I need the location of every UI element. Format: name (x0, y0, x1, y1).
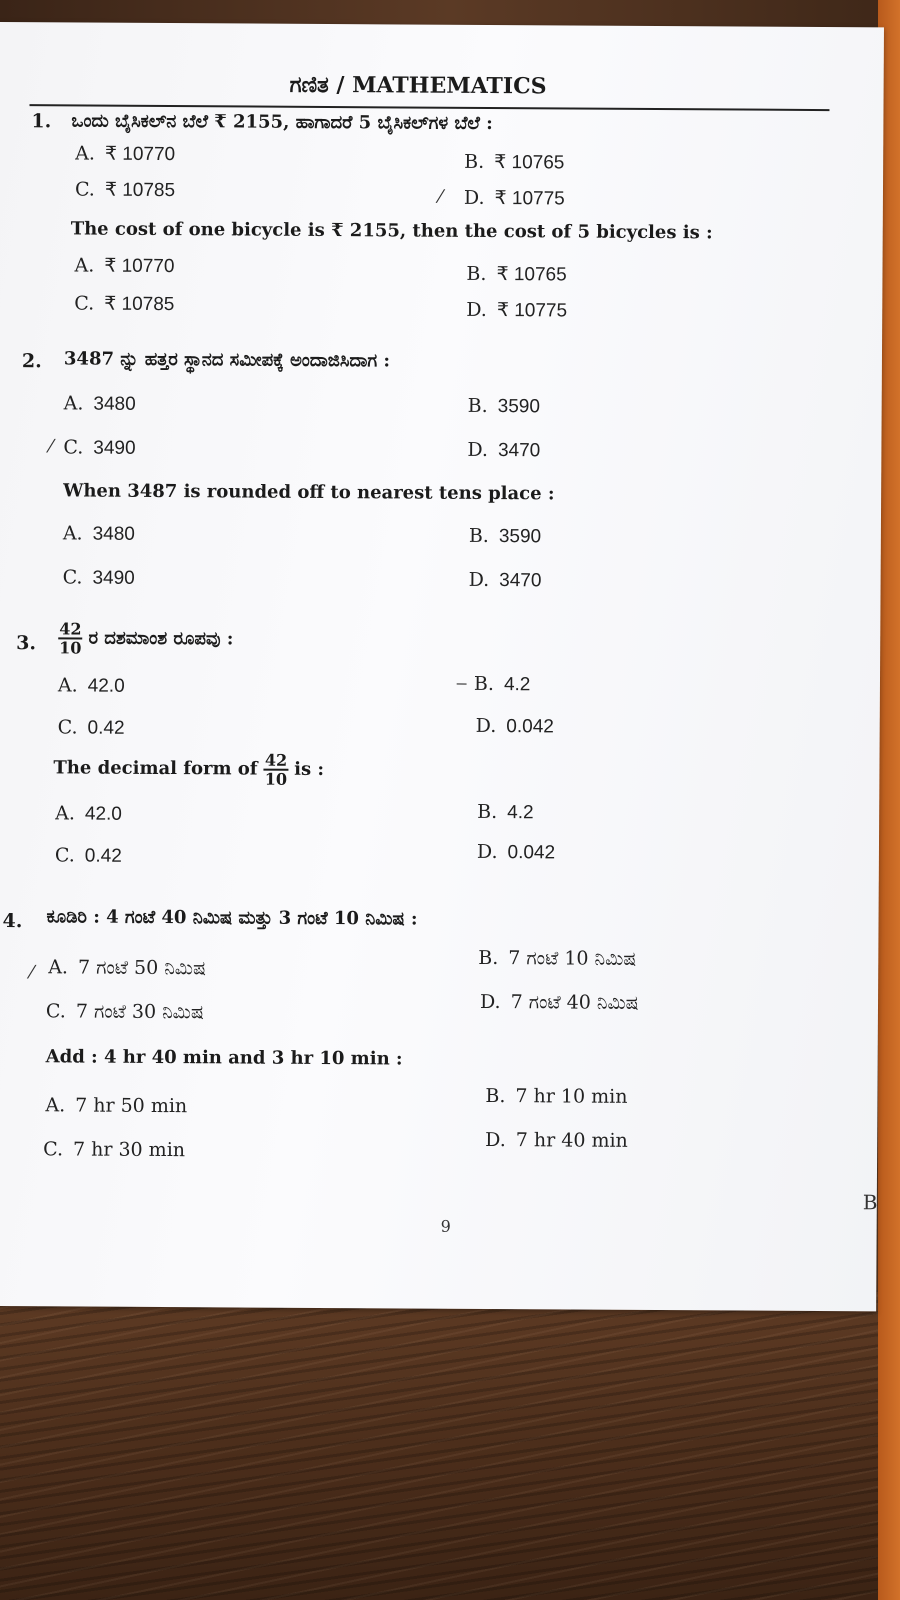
q2-en-option-d[interactable]: D. 3470 (468, 568, 542, 592)
question-4-number: 4. (2, 910, 23, 933)
page-number: 9 (440, 1216, 451, 1236)
pen-tick-mark: ⁄ (30, 962, 34, 984)
q2-kn-option-d[interactable]: D. 3470 (467, 438, 541, 462)
q3-kn-option-b[interactable]: B. 4.2 (473, 672, 531, 696)
wooden-table-surface (0, 1290, 900, 1600)
q2-en-option-a[interactable]: A. 3480 (62, 522, 135, 545)
q4-kn-option-b[interactable]: B. 7 ಗಂಟೆ 10 ನಿಮಿಷ (478, 946, 637, 970)
q4-kn-option-c[interactable]: C. 7 ಗಂಟೆ 30 ನಿಮಿಷ (45, 1000, 204, 1024)
question-3-english-text: The decimal form of $\frac{42}{10}$ is : (53, 750, 325, 789)
exam-sheet (0, 22, 884, 1311)
q4-kn-option-d[interactable]: D. 7 ಗಂಟೆ 40 ನಿಮಿಷ (479, 990, 639, 1014)
q1-en-option-b[interactable]: B. ₹ 10765 (466, 262, 567, 286)
q3-kn-option-d[interactable]: D. 0.042 (475, 714, 554, 738)
q1-en-option-d[interactable]: D. ₹ 10775 (466, 298, 568, 322)
q3-kn-option-c[interactable]: C. 0.42 (57, 716, 125, 739)
q3-en-option-c[interactable]: C. 0.42 (54, 844, 122, 867)
q2-en-option-b[interactable]: B. 3590 (468, 524, 542, 548)
q3-en-option-a[interactable]: A. 42.0 (55, 802, 122, 825)
q2-kn-option-c[interactable]: C. 3490 (63, 436, 136, 459)
q4-kn-option-a[interactable]: A. 7 ಗಂಟೆ 50 ನಿಮಿಷ (48, 956, 206, 980)
q3-en-option-b[interactable]: B. 4.2 (477, 800, 534, 824)
question-2-kannada-text: 3487 ನ್ನು ಹತ್ತರ ಸ್ಥಾನದ ಸಮೀಪಕ್ಕೆ ಅಂದಾಜಿಸಿದಾಗ : (63, 348, 391, 372)
question-1-kannada-text: ಒಂದು ಬೈಸಿಕಲ್‌ನ ಬೆಲೆ ₹ 2155, ಹಾಗಾದರೆ 5 ಬೈಸಿಕಲ್‌ಗಳ ಬೆಲೆ : (71, 110, 493, 135)
q1-kn-option-c[interactable]: C. ₹ 10785 (74, 178, 176, 202)
q1-en-option-c[interactable]: C. ₹ 10785 (74, 292, 175, 316)
pen-tick-mark: ⁄ (49, 436, 53, 458)
question-4-english-text: Add : 4 hr 40 min and 3 hr 10 min : (45, 1046, 403, 1070)
question-2-number: 2. (21, 350, 42, 373)
question-4-kannada-text: ಕೂಡಿರಿ : 4 ಗಂಟೆ 40 ನಿಮಿಷ ಮತ್ತು 3 ಗಂಟೆ 10 ನಿಮಿಷ : (46, 906, 418, 930)
q1-en-option-a[interactable]: A. ₹ 10770 (74, 254, 175, 278)
q4-en-option-c[interactable]: C. 7 hr 30 min (43, 1138, 186, 1162)
pen-tick-mark: ‒ (455, 672, 468, 694)
q2-en-option-c[interactable]: C. 3490 (62, 566, 135, 589)
q1-kn-option-b[interactable]: B. ₹ 10765 (464, 150, 565, 174)
q4-en-option-b[interactable]: B. 7 hr 10 min (485, 1084, 628, 1108)
q4-en-option-d[interactable]: D. 7 hr 40 min (485, 1128, 628, 1152)
question-1-english-text: The cost of one bicycle is ₹ 2155, then the cost of 5 bicycles is : (70, 218, 713, 244)
question-3-number: 3. (16, 632, 37, 655)
q4-en-option-a[interactable]: A. 7 hr 50 min (45, 1094, 188, 1118)
question-2-english-text: When 3487 is rounded off to nearest tens place : (63, 480, 555, 505)
fraction-42-over-10: $\frac{42}{10}$ (264, 750, 288, 789)
q3-kn-option-a[interactable]: A. 42.0 (57, 674, 125, 697)
q2-kn-option-a[interactable]: A. 3480 (63, 392, 136, 415)
pen-tick-mark: ⁄ (438, 186, 443, 208)
booklet-series-letter: B (862, 1190, 878, 1215)
q2-kn-option-b[interactable]: B. 3590 (467, 394, 541, 418)
page-title: ಗಣಿತ / MATHEMATICS (289, 71, 547, 100)
q3-en-option-d[interactable]: D. 0.042 (476, 840, 556, 864)
q1-kn-option-a[interactable]: A. ₹ 10770 (75, 142, 176, 166)
q1-kn-option-d[interactable]: D. ₹ 10775 (463, 186, 565, 210)
question-3-kannada-text: $\frac{42}{10}$ ರ ದಶಮಾಂಶ ರೂಪವು : (59, 619, 234, 658)
fraction-42-over-10: $\frac{42}{10}$ (59, 619, 82, 658)
question-1-number: 1. (31, 110, 52, 133)
